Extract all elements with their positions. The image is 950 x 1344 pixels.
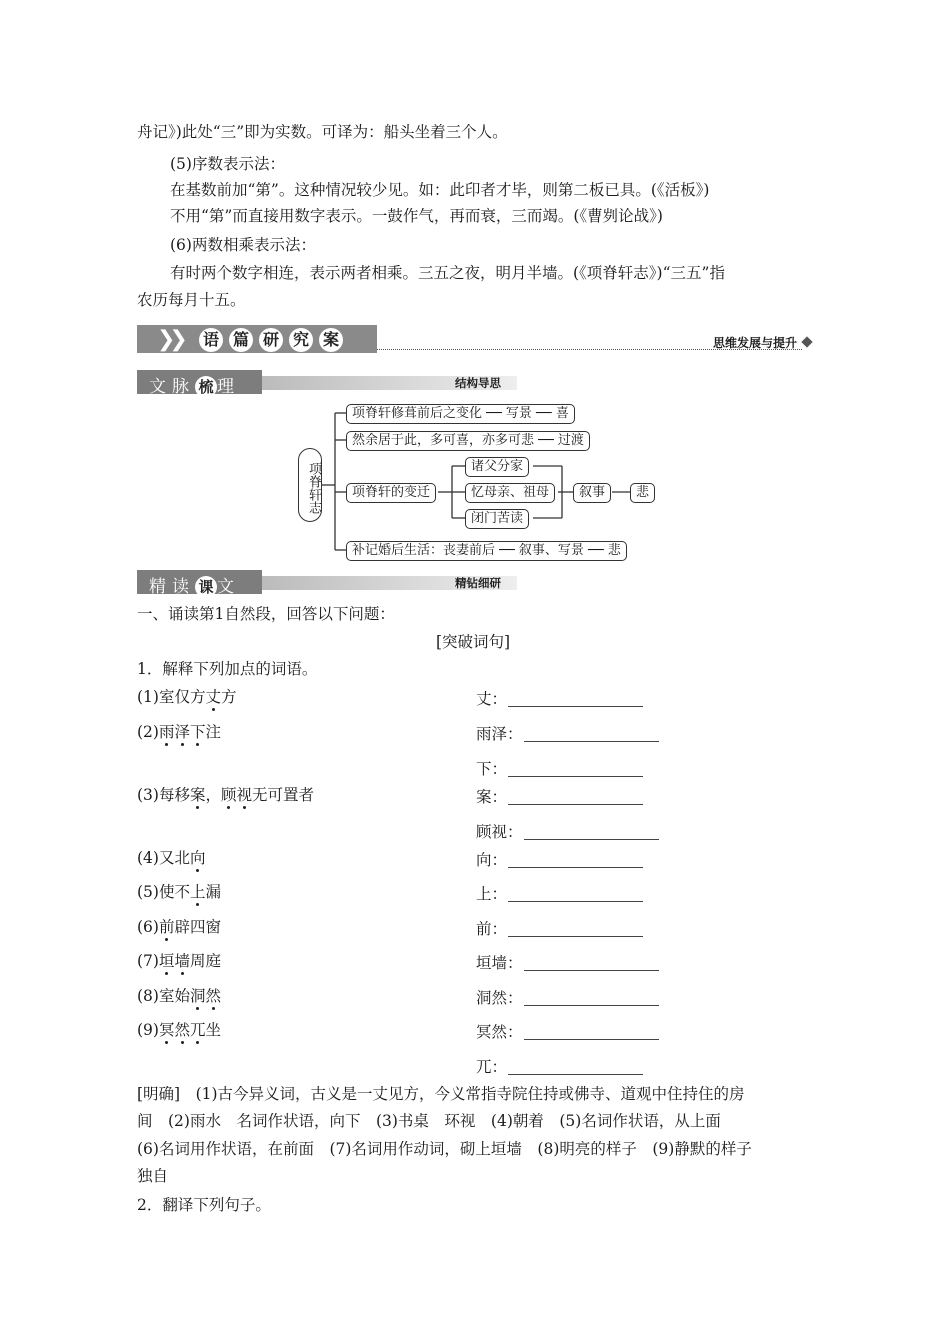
answer-label: 向： [476, 851, 508, 869]
vocab-item: (4)又北向 [137, 849, 206, 867]
heading-ordinal: (5)序数表示法： [170, 155, 285, 173]
answer-field-qian[interactable] [476, 917, 507, 939]
answer-text: [明确] (1)古今异义词，古义是一丈见方，今义常指寺院住持或佛寺、道观中住持住的房 [137, 1085, 745, 1103]
answer-label: 下： [476, 760, 508, 778]
answer-label: 冥然： [476, 1023, 523, 1041]
answer-label: 洞然： [476, 989, 523, 1007]
vocab-item: (6)前辟四窗 [137, 918, 221, 936]
banner-subtitle: 思维发展与提升 [712, 336, 797, 350]
answer-field-dongran[interactable] [476, 986, 523, 1008]
answer-label: 顾视： [476, 823, 523, 841]
intro-line: 有时两个数字相连，表示两者相乘。三五之夜，明月半墙。(《项脊轩志》)“三五”指 [170, 264, 725, 282]
question-2: 2．翻译下列句子。 [137, 1196, 271, 1214]
answer-field-gushi[interactable] [476, 820, 523, 842]
banner-char: 篇 [229, 328, 253, 352]
intro-line: 农历每月十五。 [137, 291, 246, 309]
diagram-node: 忆母亲、祖母 [465, 483, 555, 503]
answer-label: 兀： [476, 1058, 508, 1076]
vocab-item: (5)使不上漏 [137, 883, 221, 901]
answer-field-an[interactable] [476, 785, 507, 807]
answer-blank[interactable] [524, 969, 659, 971]
diagram-node: 项脊轩修葺前后之变化 ── 写景 ── 喜 [346, 404, 575, 424]
answer-blank[interactable] [508, 866, 643, 868]
banner-char: 语 [199, 328, 223, 352]
answer-label: 丈： [476, 690, 508, 708]
diagram-node: 叙事 [573, 483, 611, 503]
answer-text: 独自 [137, 1167, 169, 1185]
diagram-node: 然余居于此，多可喜，亦多可悲 ── 过渡 [346, 431, 590, 451]
heading-multiply: (6)两数相乘表示法： [170, 236, 316, 254]
answer-blank[interactable] [508, 803, 643, 805]
banner-subtitle: 结构导思 [455, 376, 501, 390]
answer-blank[interactable] [508, 935, 643, 937]
banner-subtitle: 精钻细研 [455, 576, 501, 590]
answer-blank[interactable] [508, 705, 643, 707]
answer-label: 案： [476, 788, 508, 806]
section-banner-reading [137, 570, 522, 596]
vocab-item: (2)雨泽下注 [137, 723, 222, 741]
vocab-item: (7)垣墙周庭 [137, 952, 222, 970]
banner-title-b: 文 [217, 577, 240, 597]
vocab-item: (3)每移案，顾视无可置者 [137, 786, 315, 804]
vocab-item: (1)室仅方丈方 [137, 688, 237, 706]
section-heading: 一、诵读第1自然段，回答以下问题： [137, 605, 395, 623]
answer-label: 雨泽： [476, 725, 523, 743]
answer-label: 垣墙： [476, 954, 523, 972]
answer-text: 间 (2)雨水 名词作状语，向下 (3)书桌 环视 (4)朝着 (5)名词作状语，从上面 [137, 1112, 721, 1130]
banner-title [149, 572, 240, 598]
diagram-node: 项脊轩的变迁 [346, 483, 436, 503]
banner-char: 究 [289, 328, 313, 352]
double-chevron-icon: ❯❯ [157, 327, 182, 352]
question-1: 1．解释下列加点的词语。 [137, 660, 318, 678]
diagram-node: 补记婚后生活：丧妻前后 ── 叙事、写景 ── 悲 [346, 541, 627, 561]
answer-field-mingran[interactable] [476, 1020, 523, 1042]
intro-line: 不用“第”而直接用数字表示。一鼓作气，再而衰，三而竭。(《曹刿论战》) [170, 207, 663, 225]
answer-blank[interactable] [508, 1073, 643, 1075]
intro-line: 舟记》)此处“三”即为实数。可译为：船头坐着三个人。 [137, 123, 508, 141]
answer-blank[interactable] [524, 1038, 659, 1040]
banner-title-b: 理 [217, 377, 240, 397]
answer-field-yuze[interactable] [476, 722, 523, 744]
banner-title-a: 精读 [149, 577, 195, 597]
vocab-item: (9)冥然兀坐 [137, 1021, 222, 1039]
answer-field-shang[interactable] [476, 882, 507, 904]
subheading: [突破词句] [436, 633, 511, 651]
diagram-root: 项脊轩志 [298, 448, 322, 522]
answer-field-xiang[interactable] [476, 848, 507, 870]
answer-field-yuanqiang[interactable] [476, 951, 523, 973]
answer-label: 前： [476, 920, 508, 938]
answer-field-zhang[interactable] [476, 687, 507, 709]
banner-title-a: 文脉 [149, 377, 195, 397]
diagram-node: 诸父分家 [465, 457, 529, 477]
vocab-item: (8)室始洞然 [137, 987, 221, 1005]
answer-blank[interactable] [524, 740, 659, 742]
diagram-node: 闭门苦读 [465, 509, 529, 529]
answer-field-wu[interactable] [476, 1055, 507, 1077]
answer-blank[interactable] [508, 775, 643, 777]
banner-title-circled: 梳 [195, 376, 217, 398]
banner-char: 研 [259, 328, 283, 352]
answer-text: (6)名词用作状语，在前面 (7)名词用作动词，砌上垣墙 (8)明亮的样子 (9)静默的样子 [137, 1140, 752, 1158]
answer-label: 上： [476, 885, 508, 903]
banner-title-circled: 课 [195, 576, 217, 598]
answer-blank[interactable] [524, 838, 659, 840]
banner-char: 案 [319, 328, 343, 352]
intro-line: 在基数前加“第”。这种情况较少见。如：此印者才毕，则第二板已具。(《活板》) [170, 181, 710, 199]
answer-field-xia[interactable] [476, 757, 507, 779]
answer-blank[interactable] [508, 900, 643, 902]
diagram-node: 悲 [630, 483, 655, 503]
answer-blank[interactable] [524, 1004, 659, 1006]
